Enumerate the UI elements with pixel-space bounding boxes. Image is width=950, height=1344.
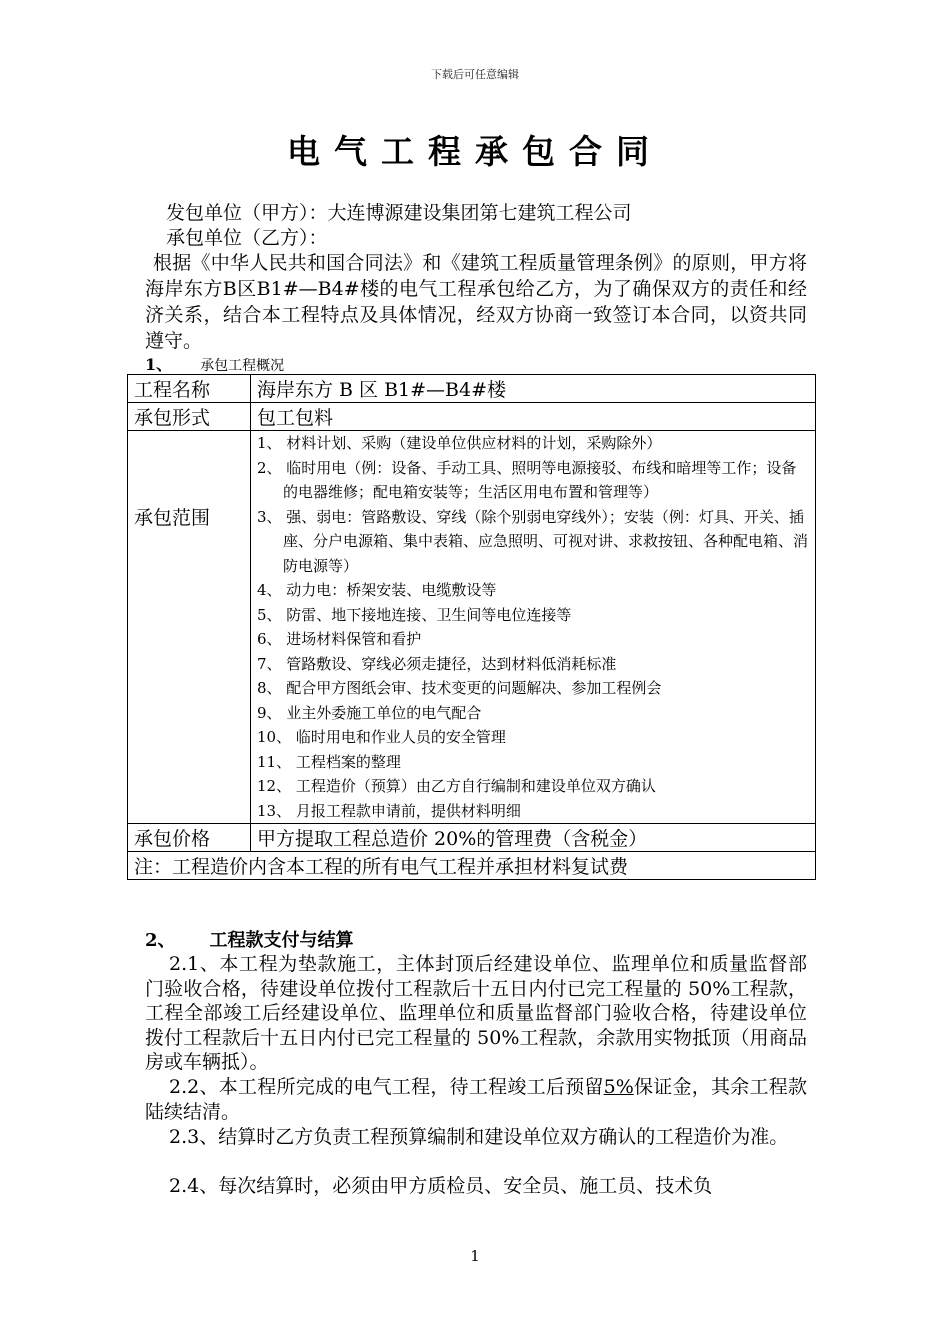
retention-percentage: 5% [603, 1076, 634, 1098]
document-title: 电气工程承包合同 [287, 132, 663, 171]
clause-2-2-text: 2.2、本工程所完成的电气工程，待工程竣工后预留 [169, 1076, 604, 1098]
clause-2-1: 2.1、本工程为垫款施工，主体封顶后经建设单位、监理单位和质量监督部门验收合格，待建设单位拨付工程款后十五日内付已完工程量的 50%工程款，工程全部竣工后经建设单位、监理单位和质量监督部门验收合格，待建设单位拨付工程款后十五日内付已完工程量的 50%工程款，余款用实物抵顶（用商品房或车辆抵）。 [145, 953, 807, 1073]
scope-item: 11、 工程档案的整理 [257, 752, 401, 771]
scope-item: 4、 动力电：桥架安装、电缆敷设等 [257, 581, 497, 599]
section-2-title: 工程款支付与结算 [209, 930, 354, 951]
scope-list [251, 431, 816, 824]
scope-item: 8、 配合甲方图纸会审、技术变更的问题解决、参加工程例会 [257, 679, 662, 697]
table-row [128, 375, 816, 403]
table-row [128, 852, 816, 880]
scope-item: 10、 临时用电和作业人员的安全管理 [257, 728, 506, 746]
party-b-line: 承包单位（乙方）： [166, 227, 328, 249]
header-note: 下载后可任意编辑 [431, 68, 519, 81]
table-row [128, 824, 816, 852]
project-name-value: 海岸东方 B 区 B1#—B4#楼 [251, 375, 816, 403]
scope-item: 12、 工程造价（预算）由乙方自行编制和建设单位双方确认 [257, 777, 656, 795]
project-overview-table [127, 374, 816, 880]
section-2-number: 2、 [145, 930, 176, 951]
scope-item: 6、 进场材料保管和看护 [257, 630, 422, 648]
contract-form-value: 包工包料 [251, 403, 816, 431]
clause-2-3: 2.3、结算时乙方负责工程预算编制和建设单位双方确认的工程造价为准。 [169, 1126, 789, 1148]
project-name-label: 工程名称 [128, 375, 251, 403]
section-1-heading [145, 352, 284, 375]
table-note: 注：工程造价内含本工程的所有电气工程并承担材料复试费 [128, 852, 816, 880]
intro-paragraph: 根据《中华人民共和国合同法》和《建筑工程质量管理条例》的原则，甲方将海岸东方B区B1#—B4#楼的电气工程承包给乙方，为了确保双方的责任和经济关系，结合本工程特点及具体情况，经双方协商一致签订本合同，以资共同遵守。 [145, 252, 807, 352]
party-a-line: 发包单位（甲方）：大连博源建设集团第七建筑工程公司 [166, 202, 632, 224]
price-value: 甲方提取工程总造价 20%的管理费（含税金） [251, 824, 816, 852]
contract-form-label: 承包形式 [128, 403, 251, 431]
price-label: 承包价格 [128, 824, 251, 852]
scope-item: 2、 临时用电（例：设备、手动工具、照明等电源接驳、布线和暗埋等工作；设备的电器维修；配电箱安装等；生活区用电布置和管理等） [257, 458, 797, 501]
section-1-title: 承包工程概况 [200, 358, 285, 374]
scope-item: 5、 防雷、地下接地连接、卫生间等电位连接等 [257, 605, 572, 624]
scope-item: 3、 强、弱电：管路敷设、穿线（除个别弱电穿线外）；安装（例：灯具、开关、插座、分户电源箱、集中表箱、应急照明、可视对讲、求救按钮、各种配电箱、消防电源等） [257, 507, 809, 575]
scope-item: 1、 材料计划、采购（建设单位供应材料的计划，采购除外） [257, 434, 662, 452]
scope-label: 承包范围 [128, 431, 251, 824]
section-2-heading [145, 926, 354, 952]
scope-item: 9、 业主外委施工单位的电气配合 [257, 703, 482, 722]
scope-item: 13、 月报工程款申请前，提供材料明细 [257, 801, 521, 820]
table-row [128, 403, 816, 431]
clause-2-4: 2.4、每次结算时，必须由甲方质检员、安全员、施工员、技术负 [169, 1175, 713, 1197]
clause-2-2 [145, 1075, 807, 1124]
scope-item: 7、 管路敷设、穿线必须走捷径，达到材料低消耗标准 [257, 654, 617, 673]
page-number: 1 [470, 1247, 480, 1265]
table-row [128, 431, 816, 824]
section-1-number: 1、 [145, 355, 173, 374]
clause-2-2-text-end: 保证金，其余工程款陆续结清。 [145, 1076, 807, 1123]
